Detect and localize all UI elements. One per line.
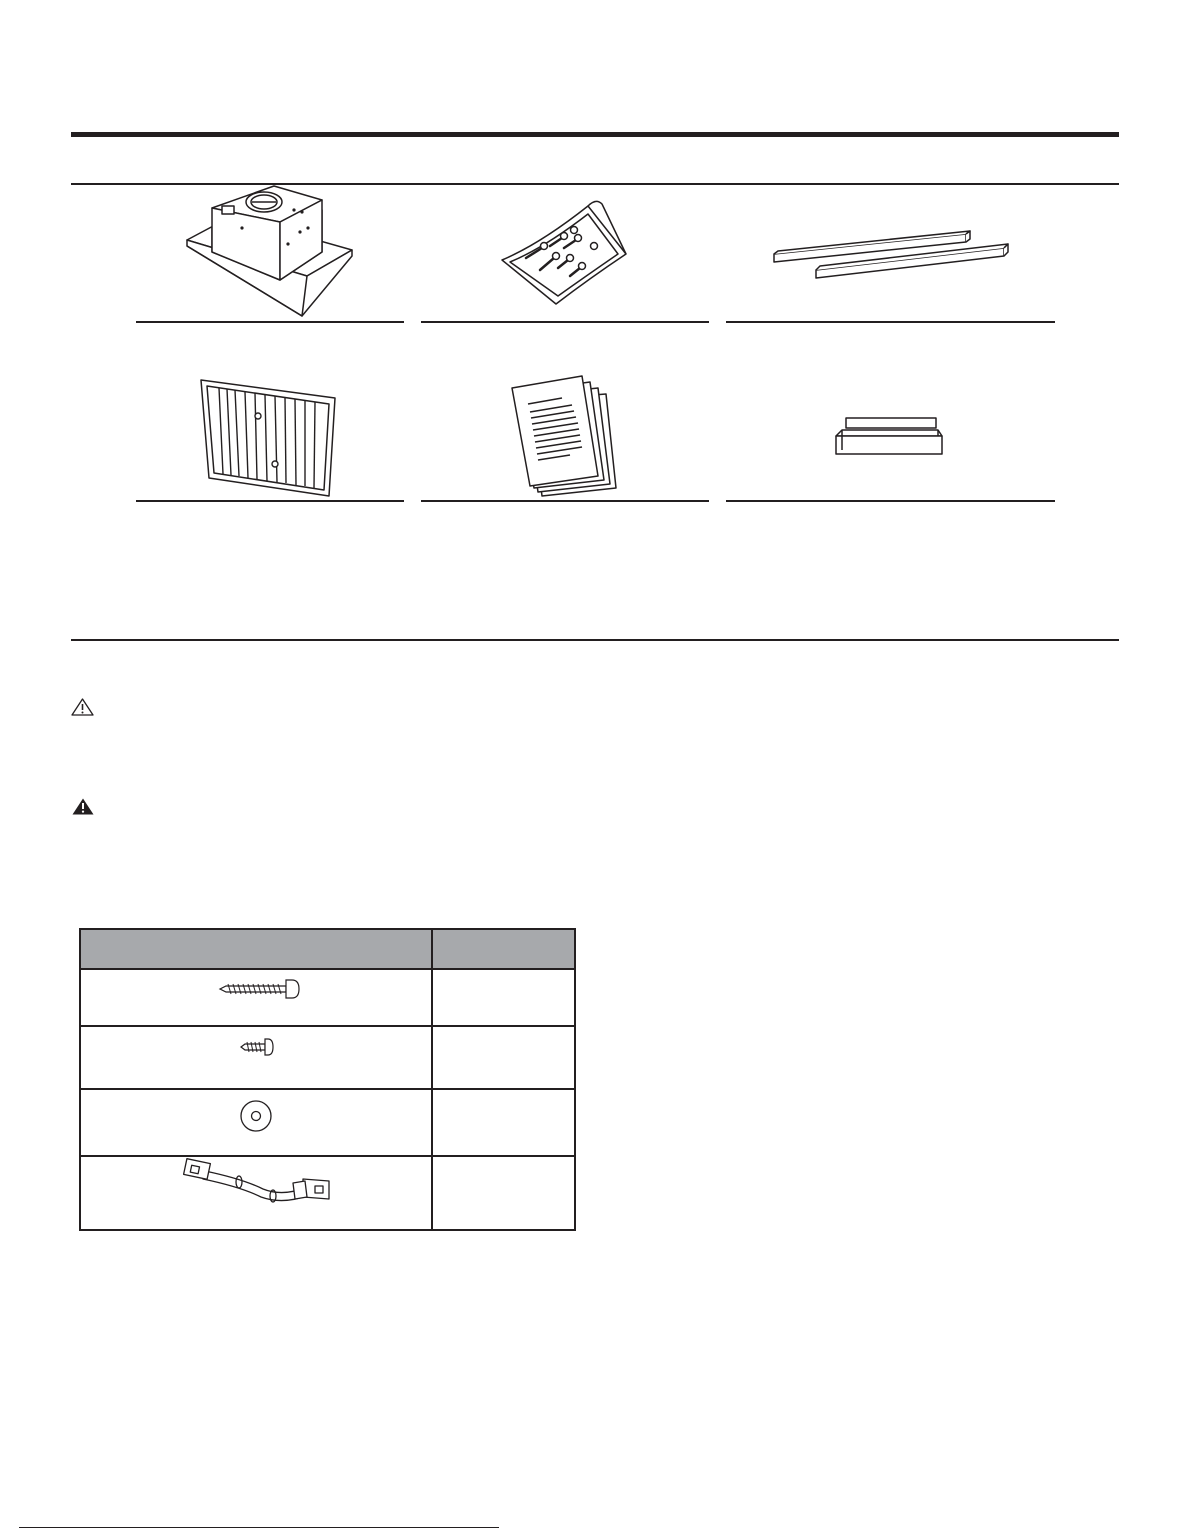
mounting-brackets-image [834,414,946,458]
part-underline-3 [726,321,1055,323]
section-rule-instructions [71,639,1119,641]
part-underline-4 [136,500,404,502]
table-row [81,1090,431,1155]
caution-outline-icon [71,698,94,716]
hardware-table [79,928,576,1231]
part-underline-2 [421,321,709,323]
grease-filter-image [197,378,339,498]
header-rule-thick [71,132,1119,137]
part-underline-5 [421,500,709,502]
warning-filled-icon [72,798,94,815]
table-row [81,970,431,1025]
washer-icon [239,1099,273,1133]
part-underline-6 [726,500,1055,502]
wire-harness-icon [183,1157,335,1207]
hardware-table-header [81,930,574,970]
short-screw-icon [239,1037,275,1057]
part-underline-1 [136,321,404,323]
table-row [81,1157,431,1229]
instruction-manual-image [512,376,622,498]
support-rails-image [770,218,1010,282]
screw-packet-image [500,196,630,308]
table-row [81,1027,431,1088]
footer-rule [19,1527,499,1528]
hardware-table-column-divider [431,930,433,1229]
hood-insert-unit-image [182,188,362,318]
long-screw-icon [218,978,300,1000]
section-rule-parts [71,183,1119,185]
